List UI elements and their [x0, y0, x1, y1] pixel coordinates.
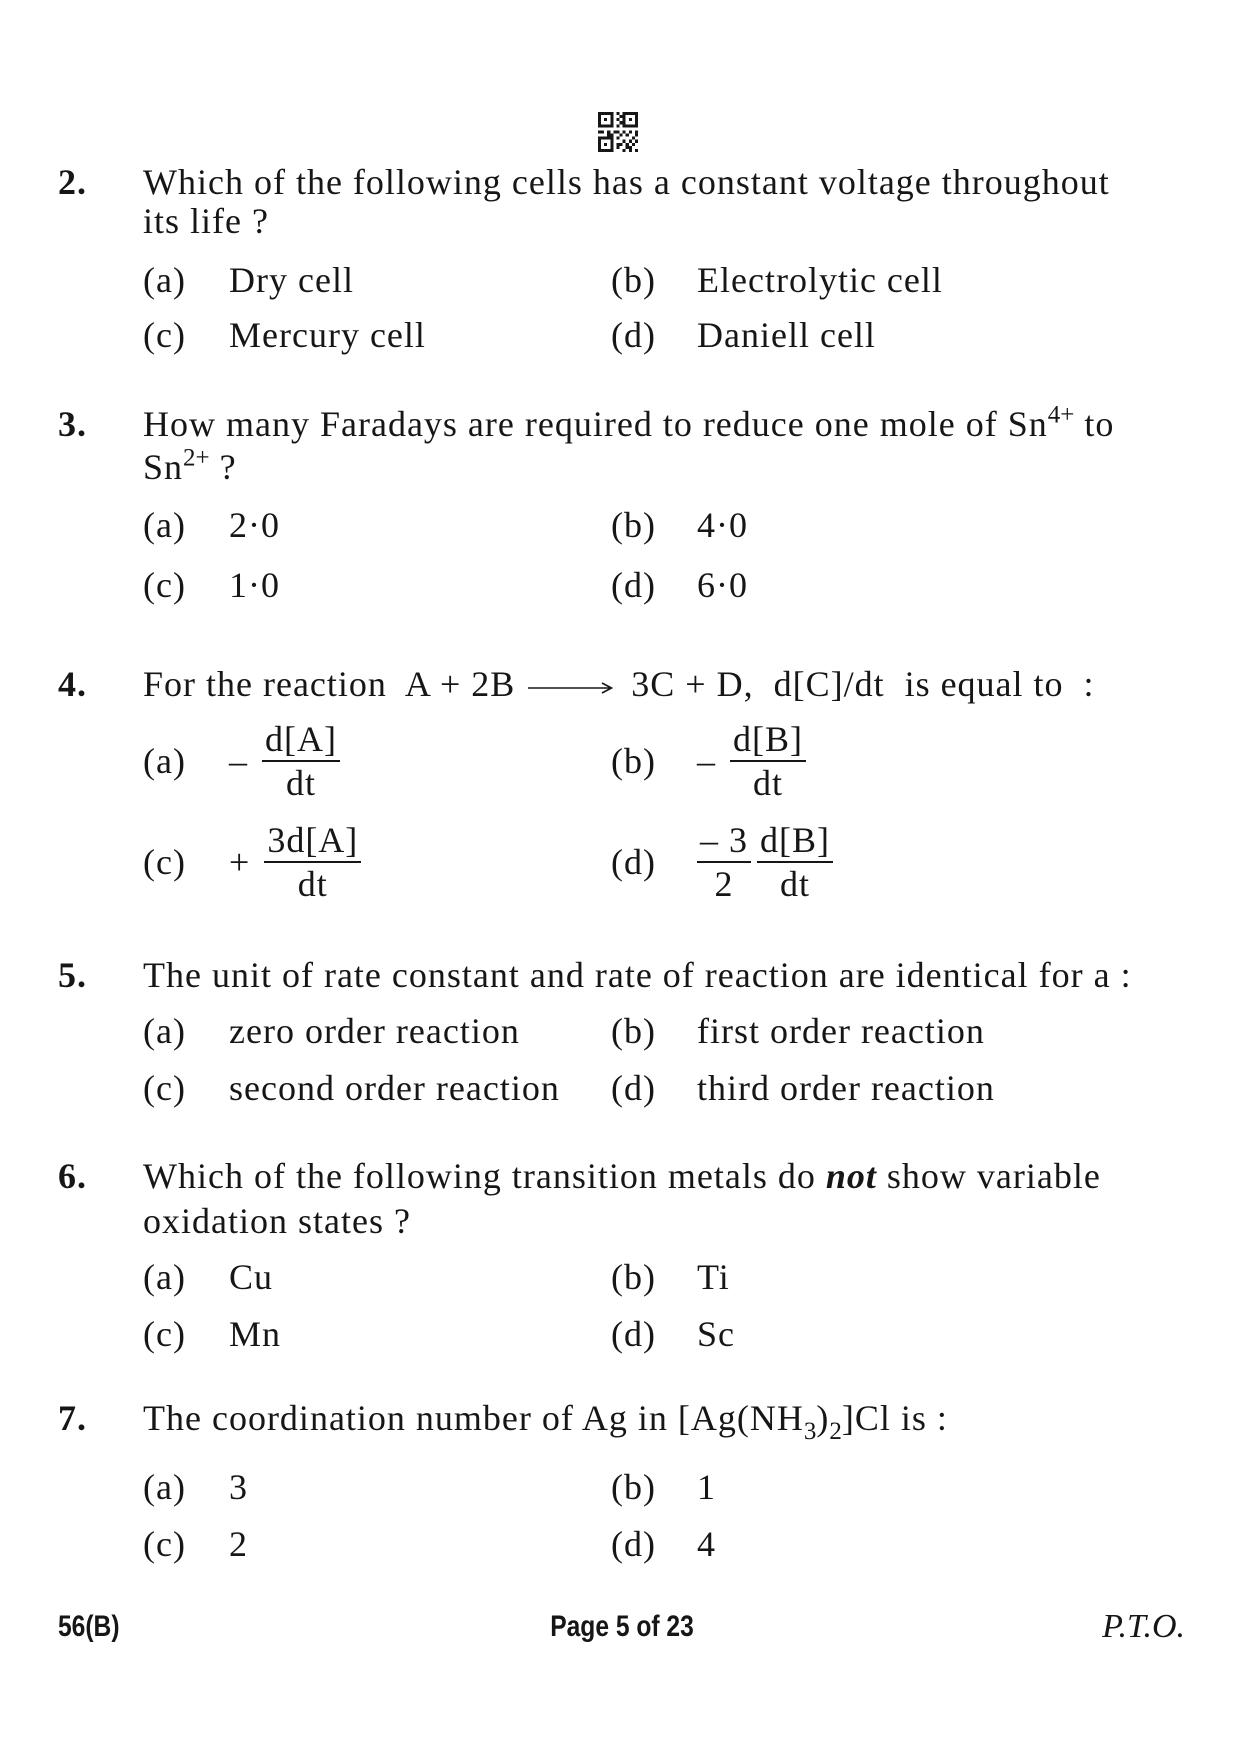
- option-label: (d): [611, 842, 656, 882]
- fraction-denominator: dt: [285, 763, 316, 803]
- option-text: 1·0: [229, 565, 280, 605]
- reaction-arrow-path: [528, 683, 612, 693]
- emphasis-word: not: [825, 1156, 877, 1196]
- ion-charge: 4+: [1047, 401, 1075, 429]
- option-c: [143, 315, 426, 355]
- option-text: Ti: [697, 1257, 730, 1297]
- question-text: The unit of rate constant and rate of reaction are identical for a :: [143, 955, 1132, 995]
- option-text: Daniell cell: [697, 315, 876, 355]
- option-label: (d): [611, 1314, 656, 1354]
- question-text-segment: ?: [209, 447, 237, 487]
- fraction: [757, 819, 833, 905]
- option-text: Cu: [229, 1257, 274, 1297]
- question-text-segment: show variable: [876, 1156, 1101, 1196]
- option-text: 4·0: [697, 505, 748, 545]
- question-text-segment: to: [1074, 404, 1115, 444]
- option-a: [143, 718, 340, 804]
- option-c: [143, 1314, 281, 1354]
- option-label: (c): [143, 565, 186, 605]
- option-label: (c): [143, 1524, 186, 1564]
- question-number: 7.: [58, 1398, 87, 1438]
- fraction-numerator: d[A]: [262, 718, 340, 762]
- option-text: Mercury cell: [229, 315, 426, 355]
- option-label: (b): [611, 1467, 656, 1507]
- option-text: 2: [229, 1524, 248, 1564]
- paper-code: 56(B): [58, 1610, 120, 1643]
- option-label: (c): [143, 315, 186, 355]
- option-label: (c): [143, 842, 186, 882]
- option-a: [143, 505, 280, 545]
- option-label: (d): [611, 1068, 656, 1108]
- fraction-numerator: d[B]: [730, 718, 806, 762]
- option-text: Dry cell: [229, 260, 354, 300]
- option-label: (a): [143, 741, 186, 781]
- option-text: 4: [697, 1524, 716, 1564]
- option-text: Electrolytic cell: [697, 260, 943, 300]
- question-text-segment: The coordination number of Ag in [Ag(NH: [143, 1398, 804, 1438]
- option-b: [611, 1257, 730, 1297]
- fraction-denominator: dt: [779, 864, 810, 904]
- option-c: [143, 565, 280, 605]
- page-number: Page 5 of 23: [550, 1610, 694, 1643]
- option-c: [143, 819, 361, 905]
- sign: –: [697, 741, 716, 781]
- coefficient-fraction: [697, 819, 751, 905]
- option-text: 1: [697, 1467, 716, 1507]
- question-number: 4.: [58, 664, 87, 704]
- question-text: [143, 1156, 1101, 1196]
- option-c: [143, 1524, 248, 1564]
- question-text-segment: ): [816, 1398, 830, 1438]
- formula-subscript: 2: [829, 1417, 842, 1445]
- question-number: 6.: [58, 1156, 87, 1196]
- fraction-denominator: dt: [297, 864, 328, 904]
- formula-subscript: 3: [803, 1417, 817, 1445]
- option-text: Sc: [697, 1314, 735, 1354]
- option-a: [143, 1467, 248, 1507]
- option-text: 6·0: [697, 565, 748, 605]
- fraction-numerator: 3d[A]: [264, 819, 361, 863]
- reaction-arrow-icon: [527, 680, 613, 696]
- option-text: Mn: [229, 1314, 282, 1354]
- fraction-denominator: 2: [714, 864, 734, 904]
- question-number: 5.: [58, 955, 87, 995]
- question-text: its life ?: [143, 201, 269, 241]
- option-label: (b): [611, 260, 656, 300]
- question-text: [143, 444, 237, 487]
- option-text: zero order reaction: [229, 1011, 520, 1051]
- sign: –: [229, 741, 248, 781]
- option-text: 3: [229, 1467, 248, 1507]
- option-a: [143, 1011, 520, 1051]
- option-label: (d): [611, 1524, 656, 1564]
- option-label: (d): [611, 315, 656, 355]
- option-b: [611, 1011, 985, 1051]
- fraction-numerator: d[B]: [757, 819, 833, 863]
- option-d: [611, 1068, 995, 1108]
- option-text: second order reaction: [229, 1068, 560, 1108]
- question-text: [143, 401, 1115, 444]
- question-text: [143, 664, 1095, 704]
- option-b: [611, 1467, 716, 1507]
- option-c: [143, 1068, 560, 1108]
- question-text: [143, 1398, 948, 1445]
- question-number: 2.: [58, 162, 87, 202]
- ion-charge: 2+: [183, 444, 210, 472]
- option-label: (a): [143, 1467, 186, 1507]
- option-d: [611, 1314, 735, 1354]
- option-d: [611, 819, 833, 905]
- option-label: (d): [611, 565, 656, 605]
- option-b: [611, 260, 943, 300]
- option-label: (c): [143, 1314, 186, 1354]
- option-label: (a): [143, 260, 186, 300]
- reaction-products: 3C + D, d[C]/dt is equal to :: [631, 664, 1095, 704]
- fraction: [264, 819, 361, 905]
- question-text-segment: Which of the following transition metals do: [143, 1156, 826, 1196]
- option-d: [611, 315, 876, 355]
- option-text: third order reaction: [697, 1068, 995, 1108]
- question-number: 3.: [58, 404, 87, 444]
- question-text: oxidation states ?: [143, 1201, 411, 1241]
- qr-modules: [598, 112, 638, 152]
- question-text-segment: ]Cl is :: [841, 1398, 948, 1438]
- option-label: (a): [143, 1011, 186, 1051]
- fraction: [262, 718, 340, 804]
- option-label: (b): [611, 1011, 656, 1051]
- option-d: [611, 1524, 716, 1564]
- reaction-reactants: For the reaction A + 2B: [143, 664, 516, 704]
- option-text: 2·0: [229, 505, 280, 545]
- fraction-numerator: – 3: [697, 819, 751, 863]
- option-label: (b): [611, 1257, 656, 1297]
- option-text: first order reaction: [697, 1011, 985, 1051]
- option-b: [611, 718, 806, 804]
- option-d: [611, 565, 748, 605]
- question-text-segment: How many Faradays are required to reduce one mole of Sn: [143, 404, 1048, 444]
- option-label: (a): [143, 505, 186, 545]
- option-label: (b): [611, 505, 656, 545]
- option-label: (b): [611, 741, 656, 781]
- option-b: [611, 505, 748, 545]
- fraction: [730, 718, 806, 804]
- option-label: (c): [143, 1068, 186, 1108]
- option-label: (a): [143, 1257, 186, 1297]
- sign: +: [229, 842, 251, 882]
- option-a: [143, 1257, 273, 1297]
- option-a: [143, 260, 354, 300]
- question-text: Which of the following cells has a constant voltage throughout: [143, 162, 1110, 202]
- fraction-denominator: dt: [752, 763, 783, 803]
- qr-code: [598, 112, 638, 152]
- please-turn-over: P.T.O.: [1102, 1608, 1185, 1645]
- question-text-segment: Sn: [143, 447, 184, 487]
